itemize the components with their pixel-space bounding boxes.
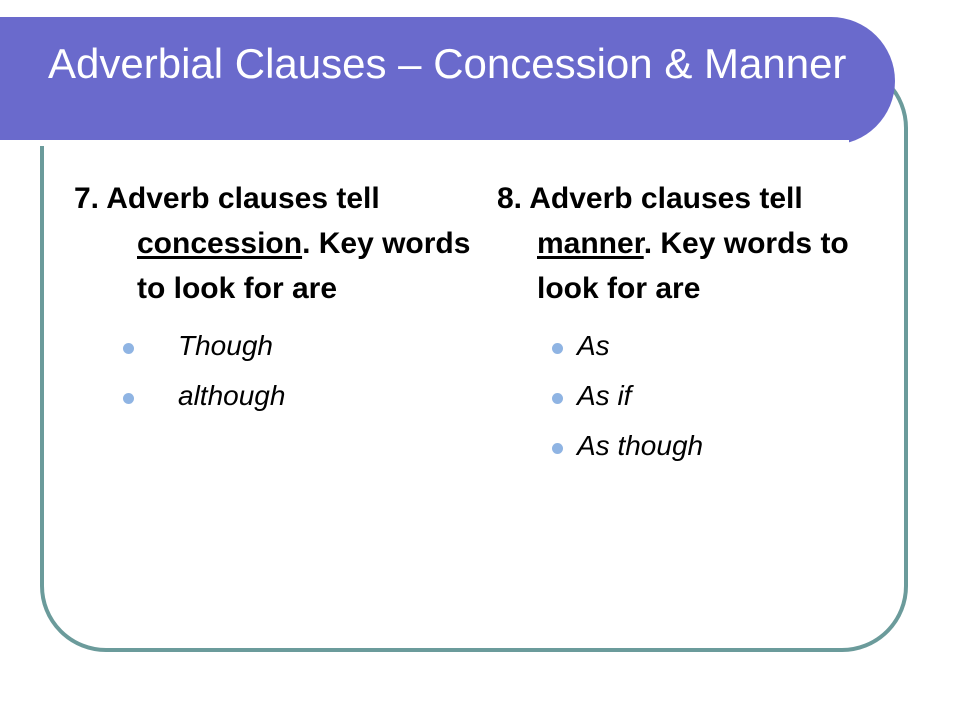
bullet-dot-icon <box>552 393 563 404</box>
list-item <box>497 321 857 371</box>
bullet-dot-icon <box>552 443 563 454</box>
manner-keyword-list <box>497 321 857 471</box>
keyword-manner: manner <box>537 227 644 260</box>
heading-prefix: 7. Adverb clauses tell <box>74 182 380 215</box>
bullet-dot-icon <box>552 343 563 354</box>
manner-heading <box>497 176 857 311</box>
list-item-text: As if <box>577 380 632 411</box>
list-item-text: As <box>577 330 610 361</box>
list-item <box>497 371 857 421</box>
bullet-dot-icon <box>123 393 134 404</box>
list-item-text: As though <box>577 430 704 461</box>
bullet-dot-icon <box>123 343 134 354</box>
left-column <box>74 176 474 421</box>
list-item <box>74 371 474 421</box>
list-item <box>497 421 857 471</box>
heading-prefix: 8. Adverb clauses tell <box>497 182 803 215</box>
right-column <box>497 176 857 471</box>
heading-suffix: . Key words to look for are <box>537 227 849 305</box>
heading-suffix: . Key words to look for are <box>137 227 471 305</box>
title-underline <box>0 140 849 146</box>
list-item-text: Though <box>178 330 273 361</box>
list-item <box>74 321 474 371</box>
title-banner <box>0 17 895 145</box>
concession-heading <box>74 176 474 311</box>
keyword-concession: concession <box>137 227 303 260</box>
concession-keyword-list <box>74 321 474 421</box>
list-item-text: although <box>178 380 286 411</box>
slide-title: Adverbial Clauses – Concession & Manner <box>48 40 847 87</box>
